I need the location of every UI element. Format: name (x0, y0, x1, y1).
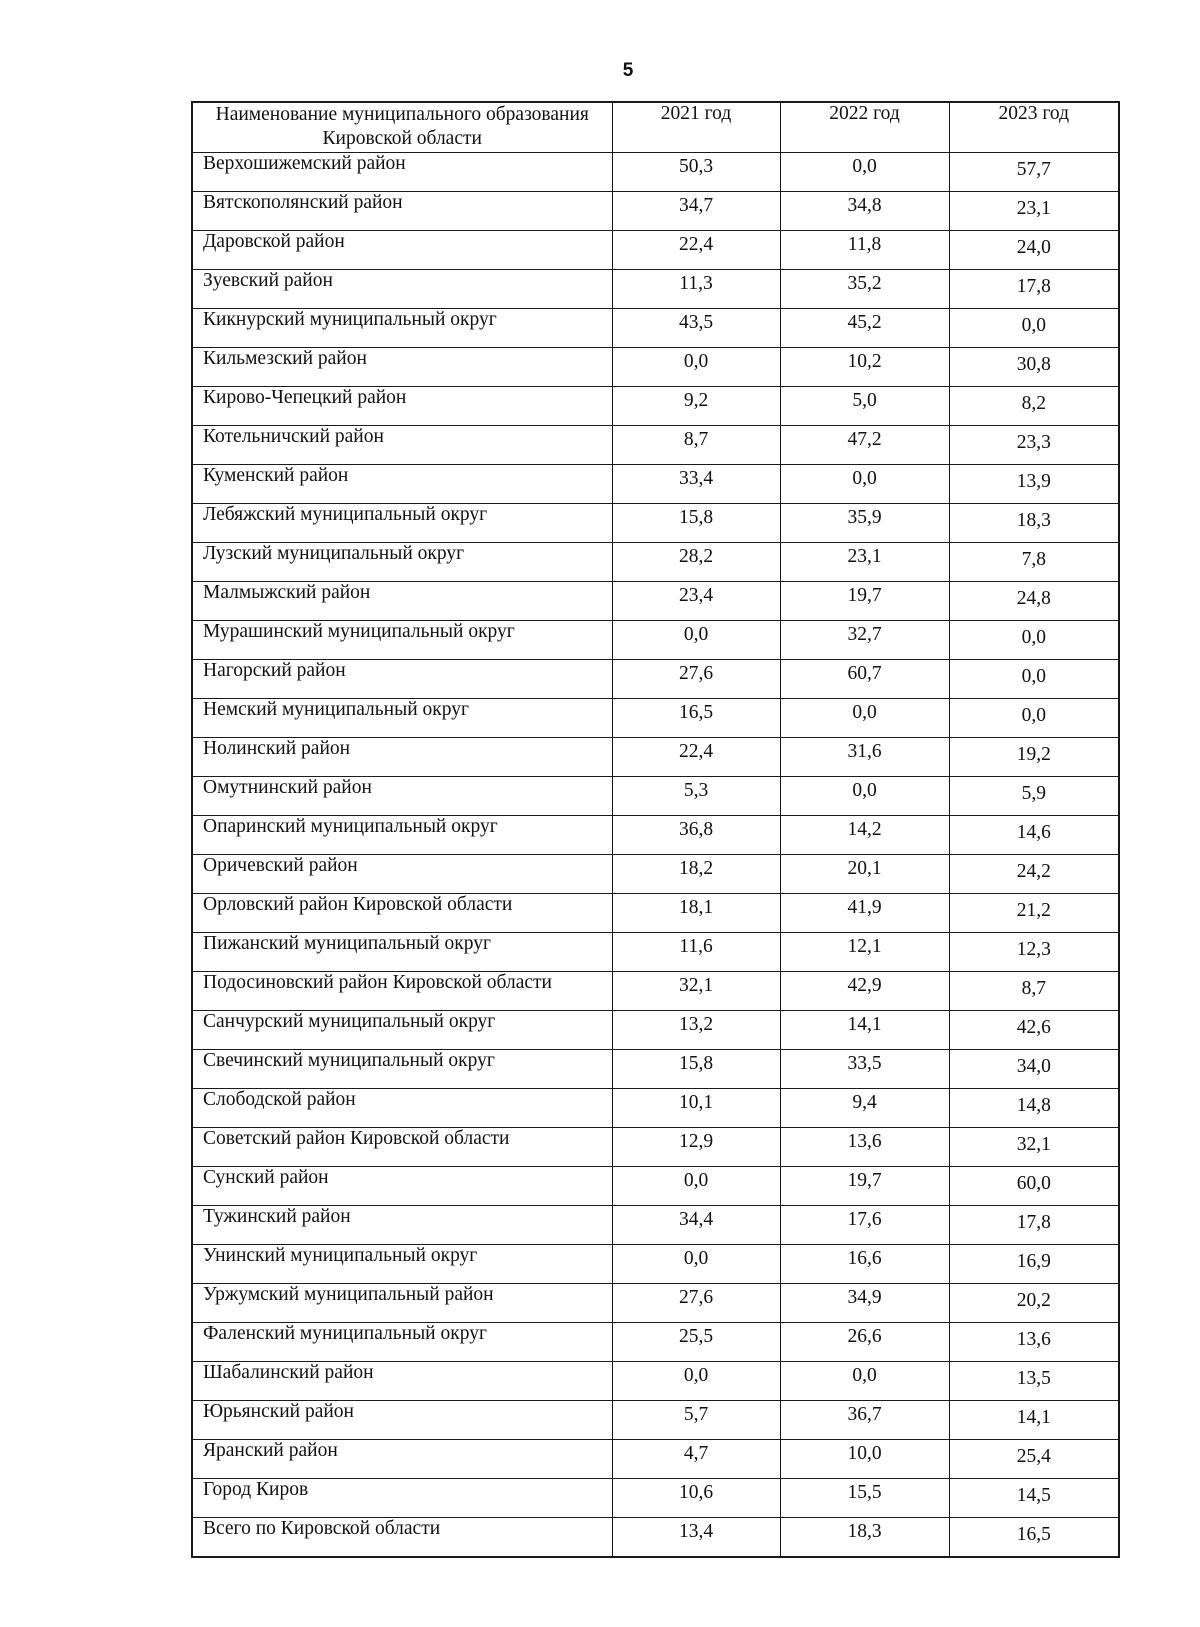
municipality-name-cell: Кильмезский район (192, 348, 612, 387)
value-2021-cell: 15,8 (612, 504, 780, 543)
value-2021-cell: 9,2 (612, 387, 780, 426)
value-2022-cell: 16,6 (780, 1245, 949, 1284)
value-2023-cell: 57,7 (949, 153, 1119, 192)
value-2023-cell: 16,9 (949, 1245, 1119, 1284)
value-2023-cell: 23,1 (949, 192, 1119, 231)
value-2021-cell: 32,1 (612, 972, 780, 1011)
municipality-name-cell: Верхошижемский район (192, 153, 612, 192)
table-row (192, 1167, 1119, 1206)
value-2022-cell: 15,5 (780, 1479, 949, 1518)
table-row (192, 504, 1119, 543)
header-municipality: Наименование муниципального образования Кировской области (192, 102, 612, 153)
municipality-name-cell: Фаленский муниципальный округ (192, 1323, 612, 1362)
table-row (192, 660, 1119, 699)
value-2022-cell: 19,7 (780, 1167, 949, 1206)
value-2021-cell: 4,7 (612, 1440, 780, 1479)
table-row (192, 1284, 1119, 1323)
value-2022-cell: 26,6 (780, 1323, 949, 1362)
table-row (192, 1401, 1119, 1440)
value-2022-cell: 14,2 (780, 816, 949, 855)
table-row (192, 1206, 1119, 1245)
municipality-name-cell: Всего по Кировской области (192, 1518, 612, 1558)
municipality-name-cell: Пижанский муниципальный округ (192, 933, 612, 972)
value-2022-cell: 14,1 (780, 1011, 949, 1050)
table-row (192, 1245, 1119, 1284)
value-2023-cell: 42,6 (949, 1011, 1119, 1050)
value-2023-cell: 12,3 (949, 933, 1119, 972)
table-row (192, 270, 1119, 309)
value-2023-cell: 8,2 (949, 387, 1119, 426)
value-2021-cell: 28,2 (612, 543, 780, 582)
value-2022-cell: 34,9 (780, 1284, 949, 1323)
value-2023-cell: 13,6 (949, 1323, 1119, 1362)
municipality-name-cell: Вятскополянский район (192, 192, 612, 231)
value-2021-cell: 0,0 (612, 621, 780, 660)
value-2022-cell: 12,1 (780, 933, 949, 972)
municipality-name-cell: Сунский район (192, 1167, 612, 1206)
value-2021-cell: 27,6 (612, 1284, 780, 1323)
value-2022-cell: 11,8 (780, 231, 949, 270)
value-2021-cell: 5,3 (612, 777, 780, 816)
value-2022-cell: 10,2 (780, 348, 949, 387)
municipality-name-cell: Куменский район (192, 465, 612, 504)
value-2022-cell: 35,2 (780, 270, 949, 309)
municipality-name-cell: Советский район Кировской области (192, 1128, 612, 1167)
municipality-name-cell: Свечинский муниципальный округ (192, 1050, 612, 1089)
value-2021-cell: 16,5 (612, 699, 780, 738)
value-2022-cell: 13,6 (780, 1128, 949, 1167)
table-row (192, 1050, 1119, 1089)
table-row (192, 855, 1119, 894)
municipality-name-cell: Тужинский район (192, 1206, 612, 1245)
value-2021-cell: 50,3 (612, 153, 780, 192)
value-2023-cell: 13,5 (949, 1362, 1119, 1401)
value-2023-cell: 5,9 (949, 777, 1119, 816)
value-2022-cell: 32,7 (780, 621, 949, 660)
header-year-2021: 2021 год (612, 102, 780, 153)
value-2021-cell: 0,0 (612, 1245, 780, 1284)
municipality-name-cell: Город Киров (192, 1479, 612, 1518)
municipality-name-cell: Мурашинский муниципальный округ (192, 621, 612, 660)
municipality-name-cell: Юрьянский район (192, 1401, 612, 1440)
value-2022-cell: 45,2 (780, 309, 949, 348)
value-2022-cell: 0,0 (780, 153, 949, 192)
value-2023-cell: 0,0 (949, 621, 1119, 660)
table-row (192, 1479, 1119, 1518)
table-row (192, 1323, 1119, 1362)
value-2022-cell: 0,0 (780, 777, 949, 816)
table-row (192, 621, 1119, 660)
value-2023-cell: 60,0 (949, 1167, 1119, 1206)
municipality-name-cell: Омутнинский район (192, 777, 612, 816)
municipality-name-cell: Малмыжский район (192, 582, 612, 621)
header-year-2022: 2022 год (780, 102, 949, 153)
value-2021-cell: 15,8 (612, 1050, 780, 1089)
value-2021-cell: 8,7 (612, 426, 780, 465)
value-2021-cell: 10,1 (612, 1089, 780, 1128)
table-row (192, 348, 1119, 387)
value-2021-cell: 36,8 (612, 816, 780, 855)
value-2022-cell: 0,0 (780, 1362, 949, 1401)
table-row (192, 972, 1119, 1011)
value-2023-cell: 0,0 (949, 309, 1119, 348)
value-2023-cell: 14,1 (949, 1401, 1119, 1440)
table-row (192, 153, 1119, 192)
value-2021-cell: 33,4 (612, 465, 780, 504)
municipality-name-cell: Немский муниципальный округ (192, 699, 612, 738)
value-2022-cell: 31,6 (780, 738, 949, 777)
value-2022-cell: 23,1 (780, 543, 949, 582)
municipality-name-cell: Кирово-Чепецкий район (192, 387, 612, 426)
municipality-name-cell: Даровской район (192, 231, 612, 270)
table-row (192, 465, 1119, 504)
value-2023-cell: 17,8 (949, 270, 1119, 309)
table-row (192, 543, 1119, 582)
table-row (192, 426, 1119, 465)
value-2021-cell: 12,9 (612, 1128, 780, 1167)
value-2023-cell: 19,2 (949, 738, 1119, 777)
value-2023-cell: 16,5 (949, 1518, 1119, 1558)
value-2022-cell: 35,9 (780, 504, 949, 543)
value-2021-cell: 13,2 (612, 1011, 780, 1050)
value-2022-cell: 47,2 (780, 426, 949, 465)
value-2023-cell: 24,8 (949, 582, 1119, 621)
municipality-name-cell: Слободской район (192, 1089, 612, 1128)
value-2022-cell: 19,7 (780, 582, 949, 621)
table-row (192, 1362, 1119, 1401)
value-2023-cell: 34,0 (949, 1050, 1119, 1089)
value-2021-cell: 43,5 (612, 309, 780, 348)
table-body (192, 153, 1119, 1558)
value-2021-cell: 25,5 (612, 1323, 780, 1362)
value-2023-cell: 8,7 (949, 972, 1119, 1011)
value-2022-cell: 10,0 (780, 1440, 949, 1479)
value-2023-cell: 30,8 (949, 348, 1119, 387)
municipality-name-cell: Лебяжский муниципальный округ (192, 504, 612, 543)
table-row (192, 192, 1119, 231)
header-year-2023: 2023 год (949, 102, 1119, 153)
municipality-name-cell: Нагорский район (192, 660, 612, 699)
header-row (192, 102, 1119, 153)
municipality-name-cell: Зуевский район (192, 270, 612, 309)
value-2021-cell: 23,4 (612, 582, 780, 621)
value-2023-cell: 23,3 (949, 426, 1119, 465)
value-2023-cell: 14,8 (949, 1089, 1119, 1128)
table-row (192, 816, 1119, 855)
value-2022-cell: 36,7 (780, 1401, 949, 1440)
value-2022-cell: 0,0 (780, 699, 949, 738)
value-2021-cell: 5,7 (612, 1401, 780, 1440)
value-2022-cell: 42,9 (780, 972, 949, 1011)
table-row (192, 1011, 1119, 1050)
municipality-name-cell: Унинский муниципальный округ (192, 1245, 612, 1284)
table-row (192, 387, 1119, 426)
value-2021-cell: 10,6 (612, 1479, 780, 1518)
table-row (192, 1128, 1119, 1167)
municipality-name-cell: Оричевский район (192, 855, 612, 894)
municipality-name-cell: Опаринский муниципальный округ (192, 816, 612, 855)
municipality-name-cell: Кикнурский муниципальный округ (192, 309, 612, 348)
municipality-name-cell: Яранский район (192, 1440, 612, 1479)
municipality-name-cell: Подосиновский район Кировской области (192, 972, 612, 1011)
municipality-name-cell: Котельничский район (192, 426, 612, 465)
value-2023-cell: 24,2 (949, 855, 1119, 894)
table-row (192, 1440, 1119, 1479)
value-2021-cell: 34,4 (612, 1206, 780, 1245)
table-row (192, 699, 1119, 738)
value-2021-cell: 0,0 (612, 1167, 780, 1206)
value-2022-cell: 33,5 (780, 1050, 949, 1089)
value-2022-cell: 34,8 (780, 192, 949, 231)
table-header (192, 102, 1119, 153)
value-2022-cell: 41,9 (780, 894, 949, 933)
value-2022-cell: 9,4 (780, 1089, 949, 1128)
value-2023-cell: 20,2 (949, 1284, 1119, 1323)
municipality-name-cell: Лузский муниципальный округ (192, 543, 612, 582)
value-2023-cell: 18,3 (949, 504, 1119, 543)
table-row (192, 738, 1119, 777)
value-2023-cell: 0,0 (949, 660, 1119, 699)
table-row (192, 231, 1119, 270)
value-2021-cell: 11,3 (612, 270, 780, 309)
municipality-name-cell: Уржумский муниципальный район (192, 1284, 612, 1323)
value-2021-cell: 18,2 (612, 855, 780, 894)
table-row (192, 1518, 1119, 1558)
value-2021-cell: 22,4 (612, 231, 780, 270)
value-2021-cell: 13,4 (612, 1518, 780, 1558)
table-row (192, 582, 1119, 621)
value-2022-cell: 20,1 (780, 855, 949, 894)
value-2021-cell: 18,1 (612, 894, 780, 933)
value-2023-cell: 14,6 (949, 816, 1119, 855)
value-2022-cell: 0,0 (780, 465, 949, 504)
municipality-name-cell: Орловский район Кировской области (192, 894, 612, 933)
value-2021-cell: 0,0 (612, 1362, 780, 1401)
municipality-name-cell: Нолинский район (192, 738, 612, 777)
value-2023-cell: 32,1 (949, 1128, 1119, 1167)
table-row (192, 309, 1119, 348)
municipality-name-cell: Санчурский муниципальный округ (192, 1011, 612, 1050)
data-table (191, 101, 1120, 1558)
value-2022-cell: 5,0 (780, 387, 949, 426)
table-row (192, 777, 1119, 816)
value-2023-cell: 24,0 (949, 231, 1119, 270)
page-number: 5 (622, 60, 634, 81)
table-row (192, 1089, 1119, 1128)
value-2021-cell: 0,0 (612, 348, 780, 387)
value-2022-cell: 18,3 (780, 1518, 949, 1558)
value-2023-cell: 14,5 (949, 1479, 1119, 1518)
value-2021-cell: 34,7 (612, 192, 780, 231)
value-2023-cell: 0,0 (949, 699, 1119, 738)
value-2021-cell: 22,4 (612, 738, 780, 777)
table-row (192, 933, 1119, 972)
value-2023-cell: 7,8 (949, 543, 1119, 582)
value-2022-cell: 17,6 (780, 1206, 949, 1245)
value-2022-cell: 60,7 (780, 660, 949, 699)
municipality-name-cell: Шабалинский район (192, 1362, 612, 1401)
value-2023-cell: 17,8 (949, 1206, 1119, 1245)
value-2023-cell: 25,4 (949, 1440, 1119, 1479)
value-2023-cell: 13,9 (949, 465, 1119, 504)
value-2023-cell: 21,2 (949, 894, 1119, 933)
value-2021-cell: 11,6 (612, 933, 780, 972)
table-row (192, 894, 1119, 933)
value-2021-cell: 27,6 (612, 660, 780, 699)
